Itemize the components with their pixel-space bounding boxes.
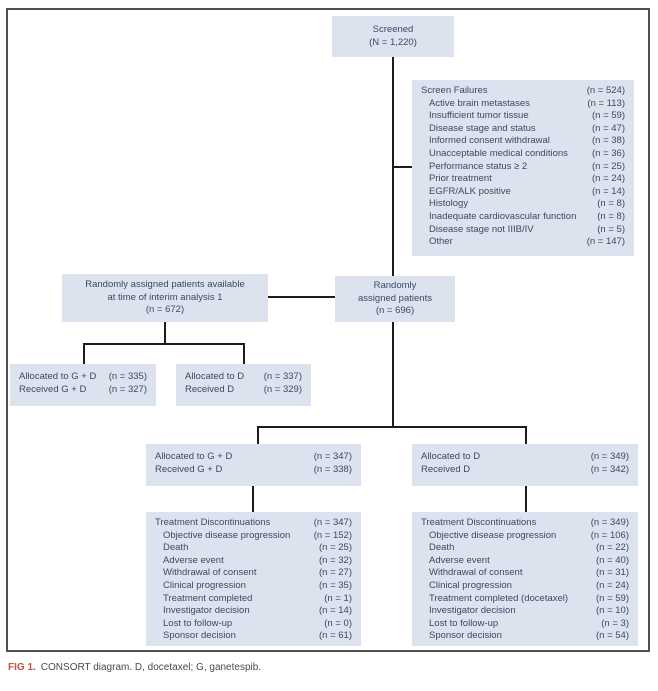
item-value: (n = 147) [586,236,625,248]
item-value: (n = 24) [595,579,629,591]
box-screened [332,16,454,57]
connector-interim-to-randomized [267,296,335,298]
item-label: Investigator decision [429,605,516,617]
item-value: (n = 0) [324,617,352,629]
item-value: (n = 10) [595,605,629,617]
list-item [421,464,629,477]
item-value: (n = 59) [595,592,629,604]
box-interim-analysis [62,274,268,322]
item-label: Received D [421,463,471,475]
screen-failures-title [421,85,625,98]
item-label: Death [163,542,189,554]
figure-caption-text: CONSORT diagram. D, docetaxel; G, ganetespib. [40,662,262,673]
list-item [155,567,352,580]
item-label: Withdrawal of consent [163,567,257,579]
list-item [421,173,625,186]
list-item [421,567,629,580]
list-item [421,618,629,631]
item-label: Sponsor decision [429,630,502,642]
item-label: EGFR/ALK positive [429,185,511,197]
interim-line2: at time of interim analysis 1 [107,291,223,303]
list-item [421,198,625,211]
item-label: Informed consent withdrawal [429,135,550,147]
figure-number: FIG 1. [8,662,36,673]
list-item [421,186,625,199]
item-label: Prior treatment [429,173,492,185]
item-label: Treatment completed (docetaxel) [429,592,569,604]
item-label: Inadequate cardiovascular function [429,210,577,222]
item-label: Active brain metastases [429,97,530,109]
connector-branch-screen-failures [392,166,412,168]
item-label: Allocated to D [421,451,481,462]
item-value: (n = 27) [318,567,352,579]
connector-interim-down [164,322,166,345]
item-value: (n = 342) [590,463,629,475]
box-randomized [335,276,455,322]
item-value: (n = 335) [108,371,147,382]
item-label: Adverse event [429,554,490,566]
item-value: (n = 54) [595,630,629,642]
item-label: Allocated to G + D [19,371,97,382]
item-label: Adverse event [163,554,224,566]
list-item [421,630,629,643]
item-value: (n = 31) [595,567,629,579]
item-label: Clinical progression [163,579,246,591]
item-label: Allocated to D [185,371,245,382]
connector-to-alloc-gd-final [257,426,259,445]
item-value: (n = 24) [591,173,625,185]
item-label: Unacceptable medical conditions [429,147,568,159]
item-value: (n = 61) [318,630,352,642]
item-value: (n = 347) [313,517,352,528]
list-item [421,236,625,249]
item-value: (n = 3) [601,617,629,629]
item-value: (n = 337) [263,371,302,382]
item-label: Treatment Discontinuations [155,517,271,528]
item-label: Disease stage not IIIB/IV [429,223,534,235]
item-label: Objective disease progression [163,529,291,541]
list-item [19,371,147,384]
list-item [421,98,625,111]
list-item [421,593,629,606]
box-alloc-d-interim [176,364,311,406]
discontinuations-gd-title [155,517,352,530]
randomized-line2: assigned patients [358,292,432,304]
item-value: (n = 327) [108,383,147,395]
interim-line3: (n = 672) [145,304,185,316]
item-label: Treatment completed [163,592,253,604]
screened-line2: (N = 1,220) [369,36,417,48]
list-item [421,110,625,123]
item-value: (n = 349) [590,451,629,462]
item-label: Disease stage and status [429,122,536,134]
list-item [421,135,625,148]
item-value: (n = 524) [586,85,625,96]
list-item [155,593,352,606]
box-alloc-gd-interim [10,364,156,406]
screened-line1: Screened [372,23,414,35]
item-value: (n = 1) [324,592,352,604]
item-label: Performance status ≥ 2 [429,160,528,172]
list-item [155,530,352,543]
randomized-line1: Randomly [373,280,417,292]
connector-allocgd-to-disc [252,486,254,513]
list-item [421,123,625,136]
list-item [421,542,629,555]
connector-to-alloc-d-final [525,426,527,445]
list-item [155,618,352,631]
item-label: Insufficient tumor tissue [429,110,529,122]
connector-to-alloc-gd-interim [83,343,85,365]
list-item [421,224,625,237]
list-item [421,605,629,618]
item-label: Screen Failures [421,85,488,96]
item-value: (n = 35) [318,579,352,591]
item-value: (n = 106) [590,529,629,541]
item-value: (n = 8) [597,198,625,210]
connector-allocd-to-disc [525,486,527,513]
list-item [155,542,352,555]
randomized-line3: (n = 696) [375,305,415,317]
item-label: Other [429,236,453,248]
list-item [185,384,302,397]
item-value: (n = 329) [263,383,302,395]
list-item [185,371,302,384]
list-item [421,161,625,174]
list-item [421,580,629,593]
item-label: Allocated to G + D [155,451,233,462]
item-label: Objective disease progression [429,529,557,541]
figure-caption [8,661,648,675]
item-label: Sponsor decision [163,630,236,642]
item-label: Received G + D [155,463,223,475]
item-value: (n = 152) [313,529,352,541]
connector-randomized-down [392,322,394,428]
list-item [421,148,625,161]
item-label: Withdrawal of consent [429,567,523,579]
item-value: (n = 8) [597,210,625,222]
list-item [155,464,352,477]
list-item [155,451,352,464]
item-label: Treatment Discontinuations [421,517,537,528]
item-value: (n = 5) [597,223,625,235]
item-value: (n = 338) [313,463,352,475]
item-value: (n = 14) [591,185,625,197]
list-item [155,580,352,593]
item-value: (n = 47) [591,122,625,134]
item-value: (n = 349) [590,517,629,528]
list-item [155,605,352,618]
item-label: Clinical progression [429,579,512,591]
connector-randomized-split [257,426,527,428]
connector-to-alloc-d-interim [243,343,245,365]
item-value: (n = 59) [591,110,625,122]
item-label: Received G + D [19,383,87,395]
item-label: Lost to follow-up [163,617,233,629]
list-item [421,211,625,224]
list-item [155,555,352,568]
item-value: (n = 22) [595,542,629,554]
list-item [421,530,629,543]
box-alloc-gd-final [146,444,361,486]
item-label: Lost to follow-up [429,617,499,629]
item-label: Received D [185,383,235,395]
item-value: (n = 25) [318,542,352,554]
item-value: (n = 113) [587,97,625,109]
item-value: (n = 347) [313,451,352,462]
box-discontinuations-gd [146,512,361,646]
list-item [421,451,629,464]
connector-interim-split [83,343,245,345]
list-item [421,555,629,568]
item-value: (n = 25) [591,160,625,172]
interim-line1: Randomly assigned patients available [85,279,245,291]
item-value: (n = 38) [591,135,625,147]
item-value: (n = 14) [318,605,352,617]
discontinuations-d-title [421,517,629,530]
list-item [155,630,352,643]
item-value: (n = 32) [318,554,352,566]
box-screen-failures [412,80,634,256]
item-label: Death [429,542,455,554]
box-discontinuations-d [412,512,638,646]
item-label: Histology [429,198,469,210]
item-value: (n = 36) [591,147,625,159]
box-alloc-d-final [412,444,638,486]
item-label: Investigator decision [163,605,250,617]
list-item [19,384,147,397]
item-value: (n = 40) [595,554,629,566]
